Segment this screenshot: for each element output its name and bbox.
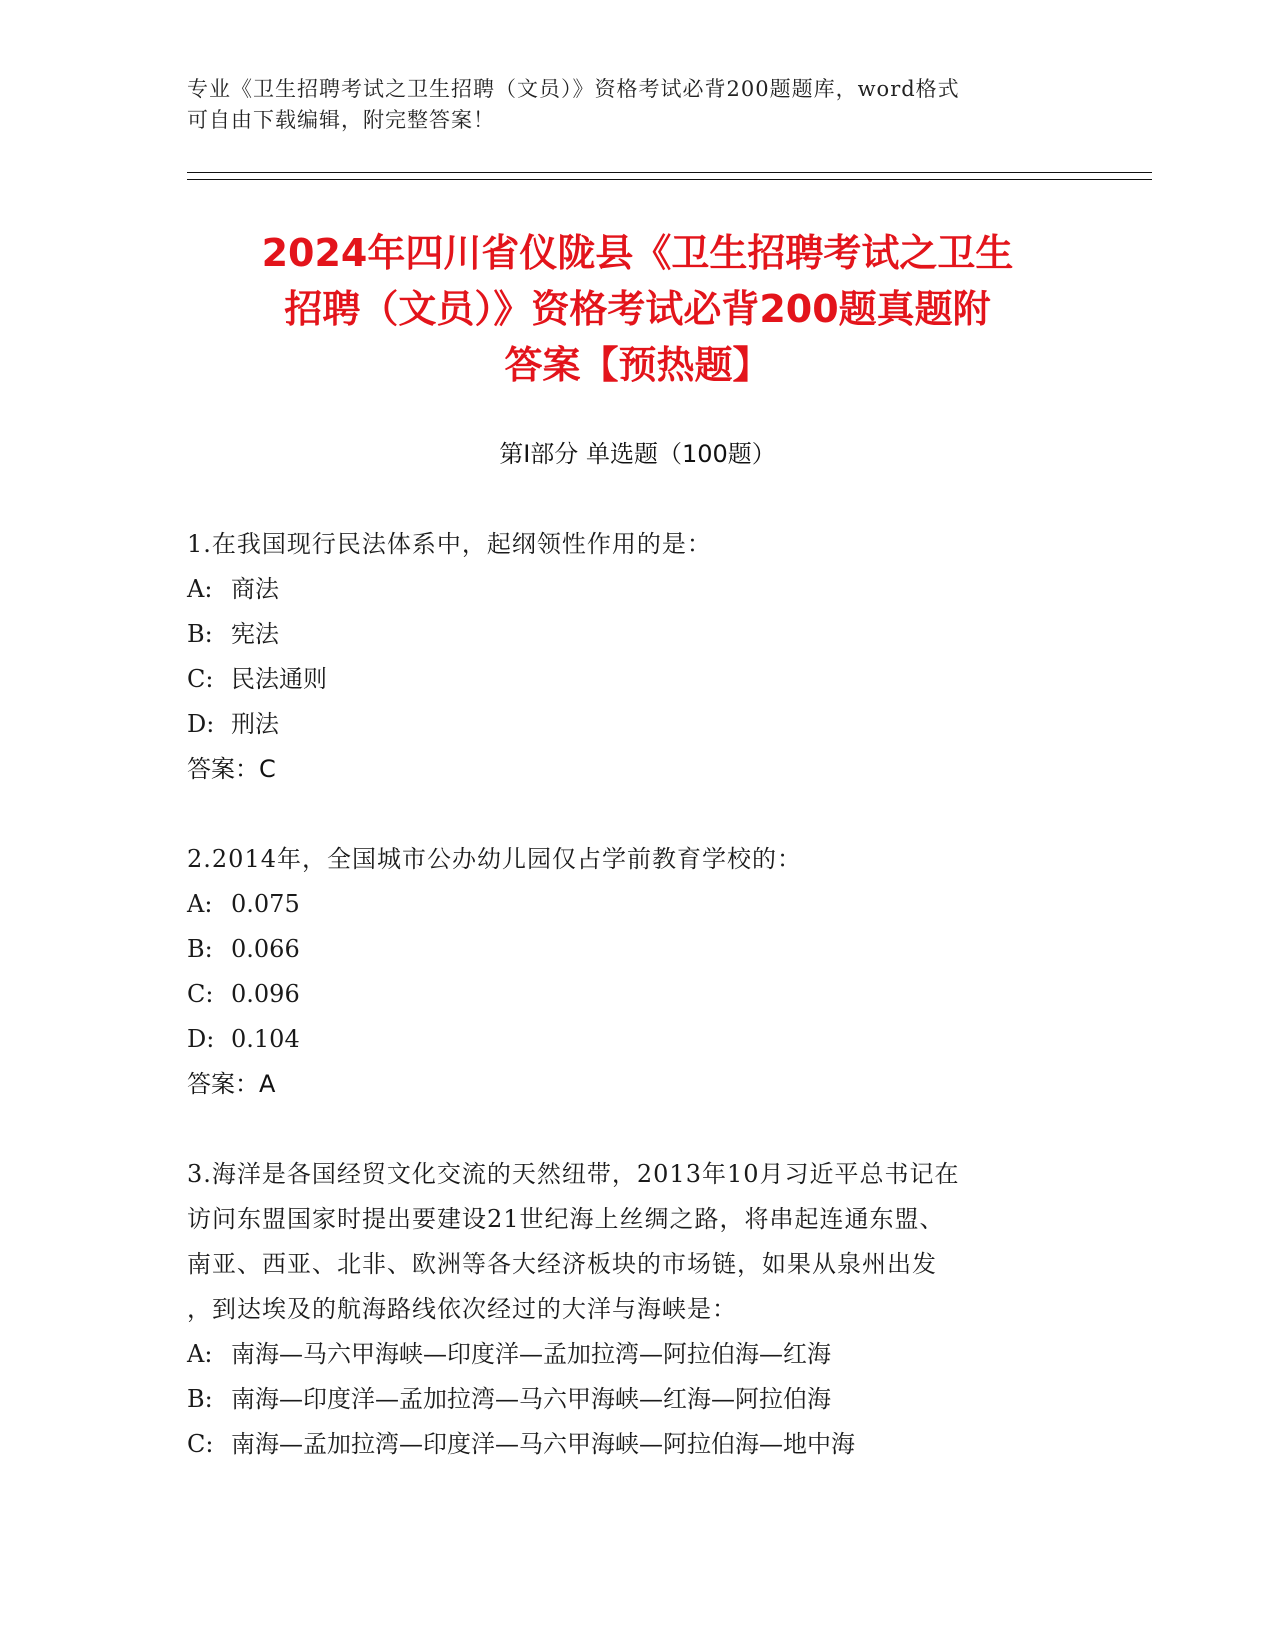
option-text: 刑法	[231, 710, 279, 738]
question-text	[187, 522, 1087, 567]
option-letter: D:	[187, 1025, 215, 1053]
question-text	[187, 837, 1087, 882]
option-d	[187, 1017, 1087, 1062]
header-note	[187, 74, 1067, 136]
option-d	[187, 702, 1087, 747]
option-letter: C:	[187, 980, 214, 1008]
question-list	[187, 522, 1087, 1512]
header-note-line: 专业《卫生招聘考试之卫生招聘（文员）》资格考试必背200题题库，word格式	[187, 77, 960, 101]
option-text: 商法	[231, 575, 279, 603]
question-line: 访问东盟国家时提出要建设21世纪海上丝绸之路，将串起连通东盟、	[187, 1205, 945, 1233]
option-c	[187, 657, 1087, 702]
question-line: ，到达埃及的航海路线依次经过的大洋与海峡是：	[187, 1295, 737, 1323]
option-letter: B:	[187, 935, 213, 963]
option-text: 0.066	[231, 935, 300, 963]
question-line: 1.在我国现行民法体系中，起纲领性作用的是：	[187, 530, 712, 558]
question-line: 2.2014年，全国城市公办幼儿园仅占学前教育学校的：	[187, 845, 802, 873]
option-text: 南海—印度洋—孟加拉湾—马六甲海峡—红海—阿拉伯海	[231, 1385, 831, 1413]
option-c	[187, 972, 1087, 1017]
option-text: 0.075	[231, 890, 300, 918]
option-letter: D:	[187, 710, 215, 738]
answer-line: 答案：A	[187, 1070, 276, 1098]
question-line: 3.海洋是各国经贸文化交流的天然纽带，2013年10月习近平总书记在	[187, 1160, 960, 1188]
option-letter: C:	[187, 1430, 214, 1458]
option-letter: B:	[187, 1385, 213, 1413]
option-b	[187, 612, 1087, 657]
title-line: 2024年四川省仪陇县《卫生招聘考试之卫生	[261, 231, 1014, 275]
option-letter: B:	[187, 620, 213, 648]
section-heading: 第Ⅰ部分 单选题（100题）	[499, 440, 776, 468]
option-c	[187, 1422, 1087, 1467]
option-letter: A:	[187, 575, 213, 603]
header-note-line: 可自由下载编辑，附完整答案！	[187, 108, 495, 132]
question-line: 南亚、西亚、北非、欧洲等各大经济板块的市场链，如果从泉州出发	[187, 1250, 937, 1278]
question-item	[187, 522, 1087, 792]
header-divider	[187, 179, 1152, 180]
question-item	[187, 837, 1087, 1107]
option-text: 南海—孟加拉湾—印度洋—马六甲海峡—阿拉伯海—地中海	[231, 1430, 855, 1458]
answer-line: 答案：C	[187, 755, 276, 783]
option-text: 民法通则	[231, 665, 327, 693]
title-line: 招聘（文员）》资格考试必背200题真题附	[284, 287, 991, 331]
document-title	[150, 225, 1125, 393]
header-divider	[187, 172, 1152, 173]
option-a	[187, 882, 1087, 927]
option-text: 0.104	[231, 1025, 300, 1053]
title-line: 答案【预热题】	[504, 343, 771, 387]
option-text: 宪法	[231, 620, 279, 648]
option-b	[187, 927, 1087, 972]
option-a	[187, 1332, 1087, 1377]
question-item	[187, 1152, 1087, 1467]
option-letter: A:	[187, 890, 213, 918]
question-text	[187, 1152, 1087, 1332]
option-text: 0.096	[231, 980, 300, 1008]
option-b	[187, 1377, 1087, 1422]
option-text: 南海—马六甲海峡—印度洋—孟加拉湾—阿拉伯海—红海	[231, 1340, 831, 1368]
option-a	[187, 567, 1087, 612]
option-letter: A:	[187, 1340, 213, 1368]
option-letter: C:	[187, 665, 214, 693]
